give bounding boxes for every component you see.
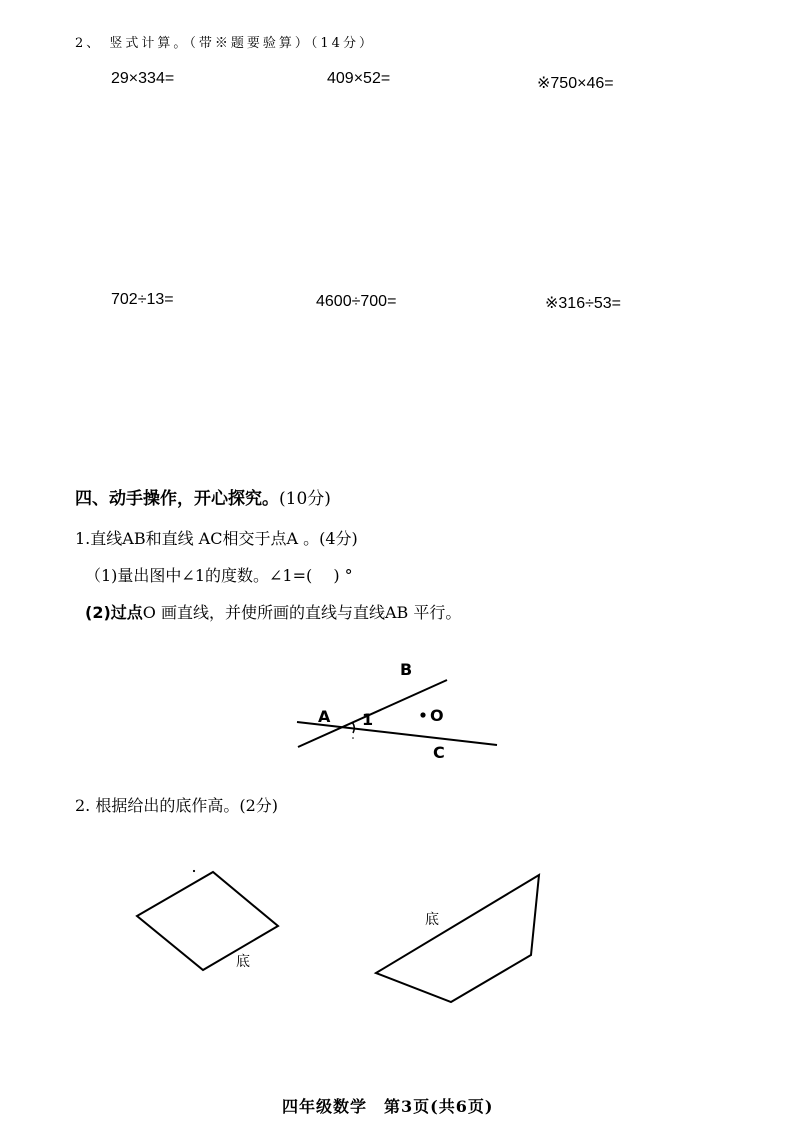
calc-problem-4: 702÷13=: [111, 291, 174, 308]
question-1-part-2-lead: (2)过点: [85, 603, 143, 622]
section-4-title: 四、动手操作，开心探究。: [75, 489, 279, 509]
parallelogram-base-label: 底: [236, 954, 250, 970]
label-a: A: [318, 707, 331, 726]
calc-problem-3: ※750×46=: [537, 75, 614, 92]
section-2-heading: 2、 竖式计算。（带※题要验算）（14分）: [75, 36, 375, 51]
trapezoid-base-label: 底: [425, 912, 439, 928]
page-footer: 四年级数学 第3页(共6页): [282, 1097, 494, 1116]
trapezoid-shape: [376, 875, 539, 1002]
point-o: [420, 712, 425, 717]
label-o: O: [430, 706, 444, 725]
trapezoid-figure: [376, 875, 539, 1002]
calc-problem-1: 29×334=: [111, 70, 175, 87]
calc-problem-2: 409×52=: [327, 70, 391, 87]
parallelogram-figure: [137, 870, 278, 970]
stray-dot-2: [193, 870, 195, 872]
section-4-points: (10分): [279, 489, 331, 509]
question-1-part-1: （1)量出图中∠1的度数。∠1=( ) °: [85, 566, 353, 585]
label-c: C: [433, 743, 445, 762]
parallelogram-shape: [137, 872, 278, 970]
calc-problem-5: 4600÷700=: [316, 293, 397, 310]
stray-dot: [352, 737, 354, 739]
question-1-part-2-text: O 画直线，并使所画的直线与直线AB 平行。: [142, 603, 462, 622]
calc-problem-6: ※316÷53=: [545, 295, 622, 312]
label-angle-1: 1: [362, 710, 374, 729]
intersecting-lines-diagram: [297, 660, 497, 762]
label-b: B: [400, 660, 413, 679]
question-2-stem: 2. 根据给出的底作高。(2分): [75, 796, 279, 815]
question-1-stem: 1.直线AB和直线 AC相交于点A 。(4分): [75, 529, 358, 548]
